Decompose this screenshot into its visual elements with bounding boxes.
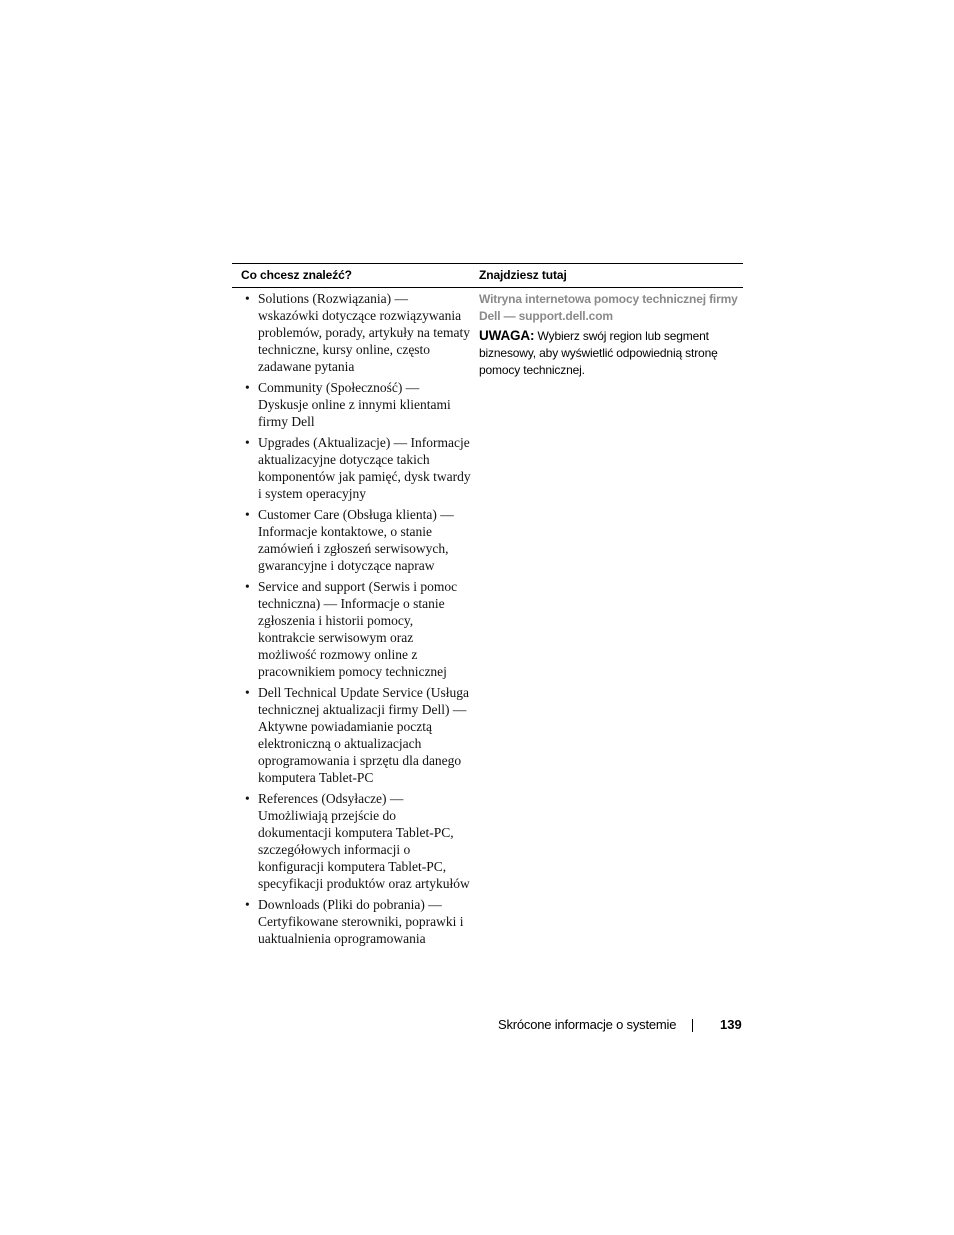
list-item [232,790,472,893]
list-item-text: Customer Care (Obsługa klienta) — Informacje kontaktowe, o stanie zamówień i zgłoszeń serwisowych, gwarancyjne i dotyczące napraw [258,506,454,573]
list-item [232,434,472,502]
column-header-what: Co chcesz znaleźć? [241,268,352,282]
note-text: Wybierz swój region lub segment biznesowy, aby wyświetlić odpowiednią stronę pomocy technicznej. [479,329,718,377]
note [479,327,741,379]
list-item-text: Downloads (Pliki do pobrania) — Certyfikowane sterowniki, poprawki i uaktualnienia oprogramowania [258,896,464,946]
bullet: • [245,578,250,594]
bullet: • [245,506,250,522]
page-footer [0,1016,954,1036]
bullet: • [245,291,250,306]
list-item [232,684,472,787]
column-header-where: Znajdziesz tutaj [479,268,567,282]
bullet: • [245,896,250,912]
list-item-text: Upgrades (Aktualizacje) — Informacje aktualizacyjne dotyczące takich komponentów jak pamięć, dysk twardy i system operacyjny [258,434,471,502]
bullet: • [245,379,250,395]
table-top-rule [232,263,743,264]
note-label: UWAGA: [479,328,535,343]
list-item-text: References (Odsyłacze) — Umożliwiają przejście do dokumentacji komputera Tablet-PC, szczegółowych informacji o konfiguracji komputera Tablet-PC, specyfikacji produktów oraz artykułów [258,790,470,892]
footer-separator [692,1019,693,1032]
table-header-rule [232,287,743,288]
footer-section-title: Skrócone informacje o systemie [498,1017,677,1032]
list-item [232,379,472,430]
bullet: • [245,790,250,806]
bullet: • [245,684,250,700]
topics-list [232,290,472,950]
bullet: • [245,434,250,450]
list-item [232,506,472,574]
list-item-text: Solutions (Rozwiązania) — wskazówki dotyczące rozwiązywania problemów, porady, artykuły na tematy techniczne, kursy online, często zadawane pytania [258,291,470,375]
list-item-text: Dell Technical Update Service (Usługa technicznej aktualizacji firmy Dell) — Aktywne powiadamianie pocztą elektroniczną o aktualizacjach oprogramowania i sprzętu dla danego komputera Tablet-PC [258,684,469,786]
list-item-text: Community (Społeczność) — Dyskusje online z innymi klientami firmy Dell [258,379,451,430]
list-item [232,578,472,681]
location-cell [479,291,741,379]
list-item [232,896,472,947]
list-item [232,290,472,375]
support-site-title: Witryna internetowa pomocy technicznej firmy Dell — support.dell.com [479,292,738,323]
list-item-text: Service and support (Serwis i pomoc techniczna) — Informacje o stanie zgłoszenia i historii pomocy, kontrakcie serwisowym oraz możliwość rozmowy online z pracownikiem pomocy technicznej [258,578,458,679]
page-number: 139 [720,1017,742,1032]
